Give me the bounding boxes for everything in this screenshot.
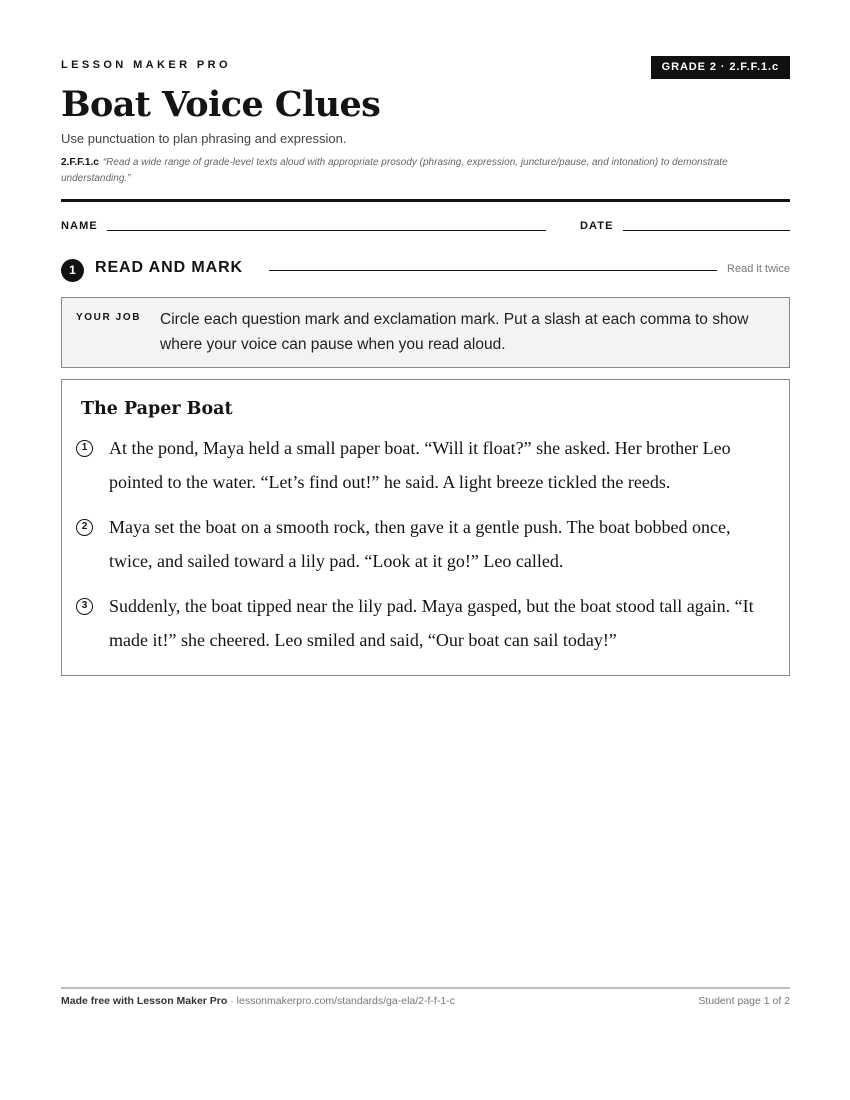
footer-made-with: Made free with Lesson Maker Pro <box>61 995 228 1007</box>
name-field[interactable] <box>107 230 546 231</box>
instructions-text: Circle each question mark and exclamation mark. Put a slash at each comma to show where your voice can pause when you read aloud. <box>160 311 749 353</box>
paragraph-text: Maya set the boat on a smooth rock, then gave it a gentle push. The boat bobbed once, twice, and sailed toward a lily pad. “Look at it go!” Leo called. <box>109 517 731 571</box>
section-rule <box>269 270 717 271</box>
worksheet-title: Boat Voice Clues <box>61 84 381 125</box>
paragraph-number: 1 <box>76 440 93 457</box>
instructions-box <box>61 297 790 368</box>
standard-text: “Read a wide range of grade-level texts aloud with appropriate prosody (phrasing, expression, juncture/pause, and intonation) to demonstrate understanding.” <box>61 157 728 184</box>
footer-separator: · <box>227 995 237 1007</box>
date-label: DATE <box>580 220 614 232</box>
name-label: NAME <box>61 220 98 232</box>
passage-title: The Paper Boat <box>81 399 233 419</box>
standard-code: 2.F.F.1.c <box>61 157 99 168</box>
paragraph-number: 3 <box>76 598 93 615</box>
section-note: Read it twice <box>727 263 790 275</box>
footer-url[interactable]: lessonmakerpro.com/standards/ga-ela/2-f-f-1-c <box>236 995 455 1007</box>
section-header <box>61 257 790 281</box>
footer-credit <box>61 995 455 1007</box>
paragraph-text: At the pond, Maya held a small paper boat. “Will it float?” she asked. Her brother Leo pointed to the water. “Let’s find out!” he said. A light breeze tickled the reeds. <box>109 438 731 492</box>
worksheet-subtitle: Use punctuation to plan phrasing and expression. <box>61 131 347 146</box>
section-title: READ AND MARK <box>95 259 243 276</box>
reading-passage <box>61 379 790 676</box>
paragraph-text: Suddenly, the boat tipped near the lily pad. Maya gasped, but the boat stood tall again. “It made it!” she cheered. Leo smiled and said, “Our boat can sail today!” <box>109 596 754 650</box>
page-indicator: Student page 1 of 2 <box>698 995 790 1007</box>
header-divider <box>61 199 790 202</box>
top-bar <box>61 56 790 78</box>
standard-description <box>61 155 790 187</box>
section-number: 1 <box>61 259 84 282</box>
footer-divider <box>61 987 790 989</box>
date-field[interactable] <box>623 230 790 231</box>
instructions-label: YOUR JOB <box>76 312 142 323</box>
brand-name: LESSON MAKER PRO <box>61 59 231 71</box>
name-date-row <box>61 220 790 234</box>
paragraph-number: 2 <box>76 519 93 536</box>
grade-badge: GRADE 2 · 2.F.F.1.c <box>651 56 790 79</box>
